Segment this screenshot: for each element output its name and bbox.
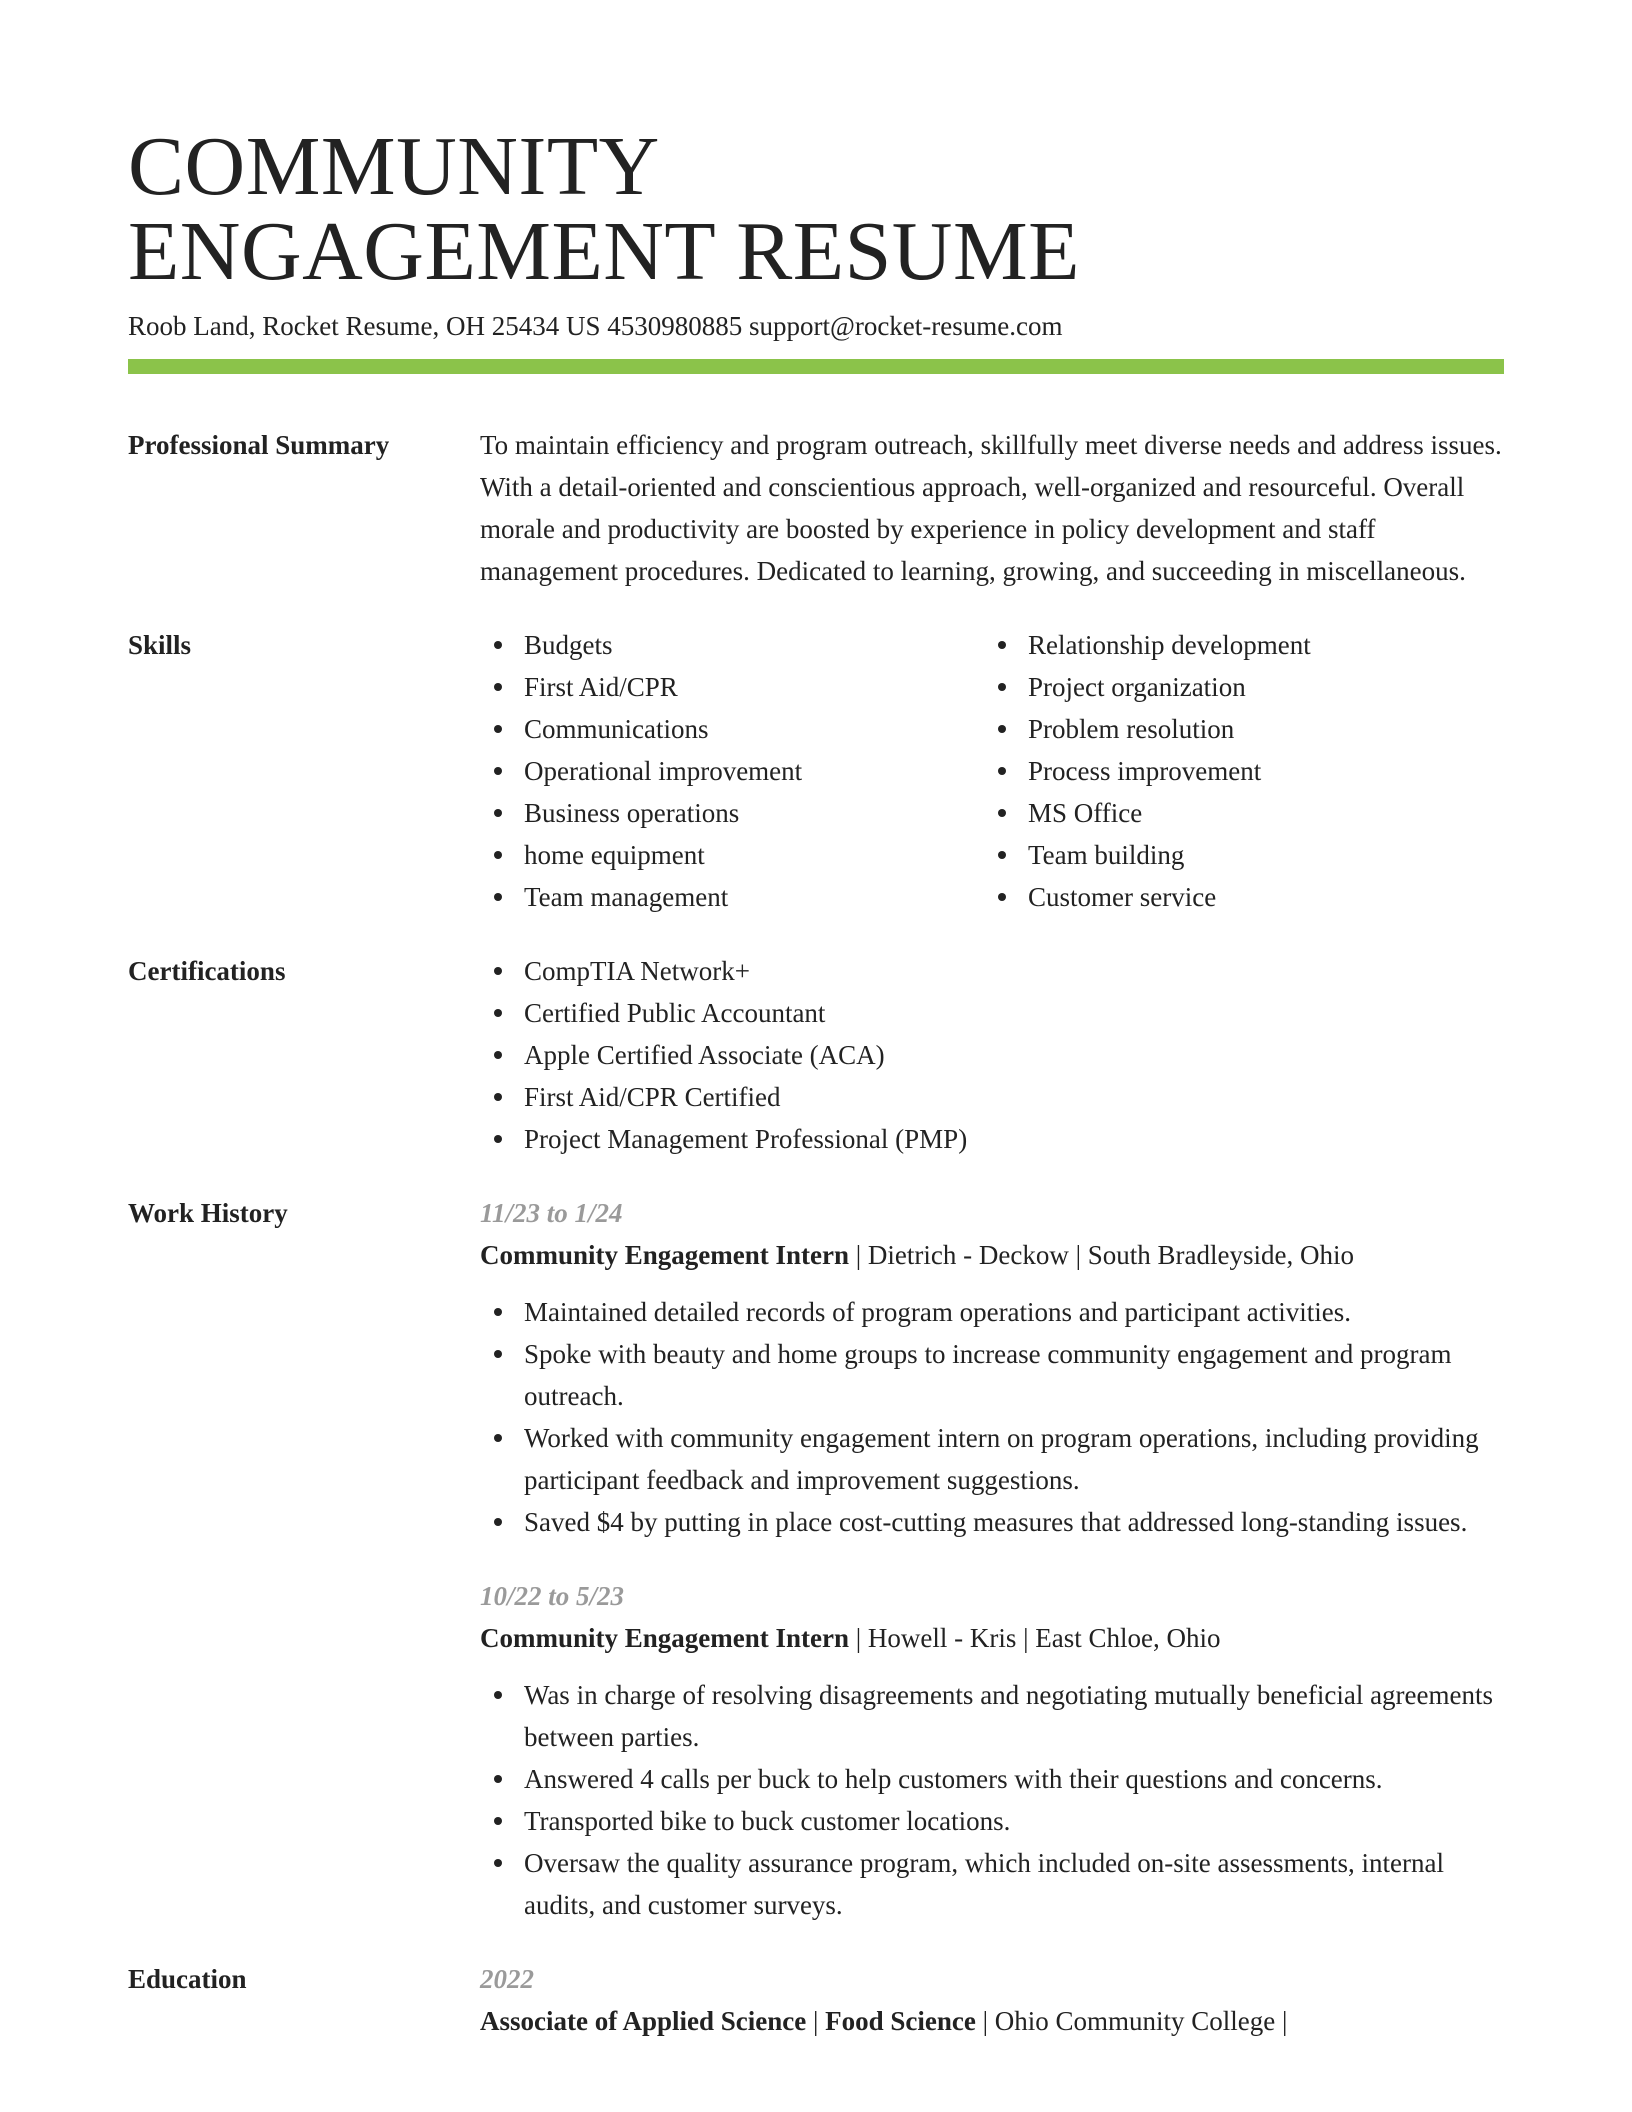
job-role: Community Engagement Intern [480, 1240, 849, 1270]
section-work-history [128, 1192, 1504, 1926]
section-professional-summary [128, 424, 1504, 592]
certification-item: Apple Certified Associate (ACA) [480, 1034, 1504, 1076]
job-entry [480, 1575, 1504, 1926]
job-role: Community Engagement Intern [480, 1623, 849, 1653]
job-bullets [480, 1291, 1504, 1543]
skills-columns [480, 624, 1504, 918]
job-title-line [480, 1234, 1504, 1276]
job-dates: 10/22 to 5/23 [480, 1581, 625, 1611]
resume-page [128, 120, 1504, 2042]
job-bullets [480, 1674, 1504, 1926]
skills-list-left [480, 624, 984, 918]
section-label: Work History [128, 1198, 288, 1228]
education-degree: Associate of Applied Science [480, 2006, 807, 2036]
section-label: Professional Summary [128, 430, 390, 460]
skill-item: home equipment [480, 834, 984, 876]
job-bullet: Transported bike to buck customer locations. [480, 1800, 1504, 1842]
job-bullet: Answered 4 calls per buck to help customers with their questions and concerns. [480, 1758, 1504, 1800]
skill-item: Relationship development [984, 624, 1488, 666]
job-dates: 11/23 to 1/24 [480, 1198, 623, 1228]
skill-item: Customer service [984, 876, 1488, 918]
job-bullet: Maintained detailed records of program operations and participant activities. [480, 1291, 1504, 1333]
skill-item: Operational improvement [480, 750, 984, 792]
skill-item: Problem resolution [984, 708, 1488, 750]
job-bullet: Oversaw the quality assurance program, which included on-site assessments, internal audits, and customer surveys. [480, 1842, 1504, 1926]
skills-list-right [984, 624, 1488, 918]
job-bullet: Spoke with beauty and home groups to increase community engagement and program outreach. [480, 1333, 1504, 1417]
education-line [480, 2000, 1504, 2042]
skill-item: Process improvement [984, 750, 1488, 792]
section-label: Skills [128, 630, 192, 660]
education-date: 2022 [480, 1964, 534, 1994]
skill-item: MS Office [984, 792, 1488, 834]
education-separator: | [806, 2006, 826, 2036]
job-bullet: Was in charge of resolving disagreements and negotiating mutually beneficial agreements between parties. [480, 1674, 1504, 1758]
certification-item: CompTIA Network+ [480, 950, 1504, 992]
certification-item: Project Management Professional (PMP) [480, 1118, 1504, 1160]
job-title-line [480, 1617, 1504, 1659]
skill-item: Project organization [984, 666, 1488, 708]
section-certifications [128, 950, 1504, 1160]
skill-item: Communications [480, 708, 984, 750]
job-details: | Howell - Kris | East Chloe, Ohio [849, 1623, 1221, 1653]
certification-item: Certified Public Accountant [480, 992, 1504, 1034]
summary-text: To maintain efficiency and program outreach, skillfully meet diverse needs and address issues. With a detail-oriented and conscientious approach, well-organized and resourceful. Overall morale and productivity are boosted by experience in policy development and staff management procedures. Dedicated to learning, growing, and succeeding in miscellaneous. [480, 430, 1502, 586]
skill-item: Team building [984, 834, 1488, 876]
section-label: Certifications [128, 956, 286, 986]
section-label: Education [128, 1964, 247, 1994]
job-bullet: Worked with community engagement intern on program operations, including providing participant feedback and improvement suggestions. [480, 1417, 1504, 1501]
section-skills [128, 624, 1504, 918]
header-divider [128, 359, 1504, 374]
skill-item: Team management [480, 876, 984, 918]
certification-item: First Aid/CPR Certified [480, 1076, 1504, 1118]
job-entry [480, 1192, 1504, 1543]
education-field: Food Science [825, 2006, 976, 2036]
certifications-list [480, 950, 1504, 1160]
skill-item: Business operations [480, 792, 984, 834]
contact-info: Roob Land, Rocket Resume, OH 25434 US 4530980885 support@rocket-resume.com [128, 311, 1063, 341]
resume-title: COMMUNITY ENGAGEMENT RESUME [128, 120, 1080, 298]
section-education [128, 1958, 1504, 2042]
education-details: | Ohio Community College | [975, 2006, 1288, 2036]
job-details: | Dietrich - Deckow | South Bradleyside, Ohio [849, 1240, 1354, 1270]
job-bullet: Saved $4 by putting in place cost-cutting measures that addressed long-standing issues. [480, 1501, 1504, 1543]
skill-item: Budgets [480, 624, 984, 666]
skill-item: First Aid/CPR [480, 666, 984, 708]
